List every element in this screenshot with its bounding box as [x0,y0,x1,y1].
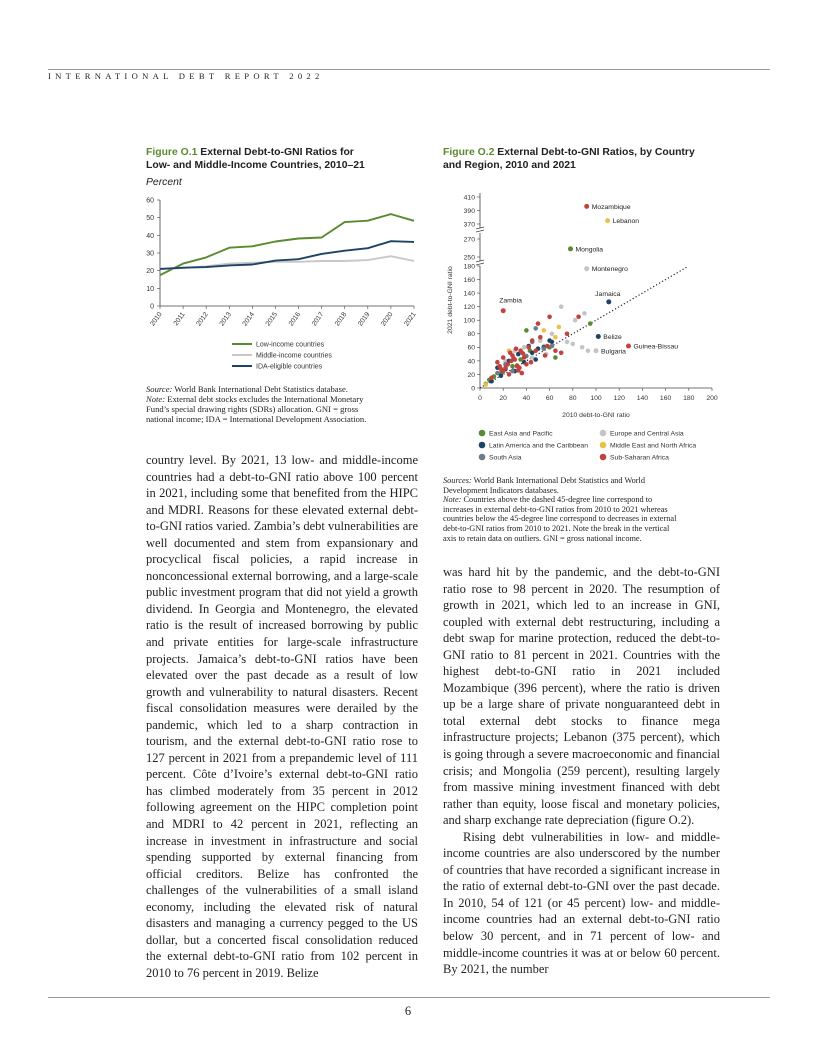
figure2-note-line3: countries below the 45-degree line correspond to decreases in external [443,514,677,524]
y-tick-label: 0 [471,385,475,393]
data-point [533,357,538,362]
y-tick-label: 250 [463,254,475,262]
data-point [497,364,502,369]
x-tick-label: 40 [522,395,531,402]
figure1-source-text: World Bank International Debt Statistics database. [174,384,348,394]
right-column-text [443,564,720,978]
data-point [536,321,541,326]
figure2-title [443,146,728,172]
y-tick-label: 0 [150,303,154,311]
labeled-point-belize [596,334,601,339]
data-point [526,345,531,350]
figure2-title-line1: External Debt-to-GNI Ratios, by Country [497,147,695,158]
figure1-source-label: Source: [146,384,173,394]
figure1-note-line1: External debt stocks excludes the International Monetary [167,394,364,404]
y-tick-label: 10 [146,285,154,293]
data-point [550,344,555,349]
data-point [542,328,547,333]
labeled-point-lebanon [605,218,610,223]
y-tick-label: 120 [463,304,475,312]
labeled-point-bulgaria [594,348,599,353]
point-label: Bulgaria [601,348,626,356]
left-column-paragraph: country level. By 2021, 13 low- and middle-income countries had a debt-to-GNI ratio above 100 percent in 2021, including some that benefited from the HIPC and MDRI. Reasons for these elevated external debt-to-GNI ratios varied. Zambia’s debt vulnerabilities are well documented and stem from expansionary and procyclical fiscal policies, a rapid increase in nonconcessional external borrowing, and a large-scale public investment program that did not yield a growth dividend. In Georgia and Montenegro, the elevated ratio is the result of increased borrowing by public and private entities for large-scale infrastructure projects. Jamaica’s debt-to-GNI ratios have been elevated over the past decade as a result of low growth and vulnerability to natural disasters. Recent fiscal consolidation measures were derailed by the pandemic, which led to a sharp contraction in tourism, and the external debt-to-GNI ratio rose to 127 percent in 2021 from a prepandemic level of 111 percent. Côte d’Ivoire’s external debt-to-GNI ratio has climbed moderately from 35 percent in 2012 following agreement on the HIPC completion point and MDRI to 42 percent in 2021, reflecting an increase in investment in infrastructure and social spending supported by external financing from official creditors. Belize has confronted the challenges of the vulnerabilities of a small island economy, including the elevated risk of natural disasters and managing a currency pegged to the US dollar, but a concerted fiscal consolidation reduced the external debt-to-GNI ratio from 102 percent in 2010 to 76 percent in 2019. Belize [146,453,418,980]
data-point [501,369,506,374]
y-axis-title: 2021 debt-to-GNI ratio [447,266,454,334]
x-tick-label: 80 [569,395,577,402]
data-point [545,344,550,349]
y-tick-label: 30 [146,250,154,258]
y-tick-label: 270 [463,236,475,244]
data-point [559,351,564,356]
header-rule [48,69,770,70]
data-point [557,325,562,330]
legend-label: Middle-income countries [256,352,332,360]
legend-marker [479,454,486,461]
y-tick-label: 370 [463,221,475,229]
axis-break-mark [476,230,484,232]
legend-label: Latin America and the Caribbean [489,442,588,450]
figure2-title-line2: and Region, 2010 and 2021 [443,160,576,171]
data-point [489,376,494,381]
x-tick-label: 100 [590,395,602,402]
data-point [495,371,500,376]
y-tick-label: 100 [463,317,475,325]
data-point [573,318,578,323]
data-point [484,382,489,387]
data-point [576,315,581,320]
figure2-note-line1: Countries above the dashed 45-degree line correspond to [463,495,653,505]
x-tick-label: 2012 [195,311,210,328]
data-point [550,340,555,345]
data-point [522,345,527,350]
figure2-note-line4: debt-to-GNI ratios from 2010 to 2021. Note the break in the vertical [443,523,670,533]
data-point [530,338,535,343]
footer-rule [48,997,770,998]
figure1-note-line3: national income; IDA = International Development Association. [146,414,367,424]
figure2-scatter-chart [440,190,740,470]
y-tick-label: 50 [146,215,154,223]
x-tick-label: 180 [683,395,695,402]
y-tick-label: 40 [146,232,154,240]
point-label: Mongolia [575,246,604,254]
labeled-point-mongolia [568,246,573,251]
y-tick-label: 180 [463,263,475,271]
x-tick-label: 2010 [149,311,164,328]
data-point [533,326,538,331]
y-tick-label: 20 [467,371,475,379]
x-tick-label: 2020 [380,311,395,328]
data-point [507,372,512,377]
figure2-note-line2: increases in external debt-to-GNI ratios from 2010 to 2021 whereas [443,504,668,514]
data-point [533,348,538,353]
data-point [511,356,516,361]
y-tick-label: 390 [463,207,475,215]
figure1-title-line2: Low- and Middle-Income Countries, 2010–21 [146,160,365,171]
data-point [553,355,558,360]
x-tick-label: 2017 [310,311,326,328]
legend-marker [479,430,486,437]
legend-marker [600,430,607,437]
page-number: 6 [404,1004,412,1018]
figure2-note-label: Note: [443,495,462,505]
data-point [550,332,555,337]
figure1-notes [146,384,426,424]
labeled-point-montenegro [584,266,589,271]
point-label: Zambia [499,297,522,305]
x-tick-label: 140 [636,395,649,402]
legend-label: East Asia and Pacific [489,430,553,438]
x-tick-label: 2021 [403,311,418,328]
data-point [501,355,506,360]
legend-label: Middle East and North Africa [610,442,697,450]
left-column-text [146,452,418,982]
x-tick-label: 120 [613,395,625,402]
y-tick-label: 20 [146,268,154,276]
data-point [559,304,564,309]
legend-label: Sub-Saharan Africa [610,454,669,462]
data-point [517,365,522,370]
x-tick-label: 0 [478,395,482,402]
legend-label: Low-income countries [256,341,325,349]
legend-marker [600,442,607,449]
labeled-point-guinea-bissau [626,344,631,349]
data-point [522,355,527,360]
data-point [495,360,500,365]
right-column-paragraph-2: Rising debt vulnerabilities in low- and middle-income countries are also underscored by the number of countries that have recorded a significant increase in the ratio of external debt-to-GNI over the past decade. In 2010, 54 of 121 (or 45 percent) low- and middle-income countries had an external debt-to-GNI ratio below 30 percent, and in 71 percent of low- and middle-income countries it was at or below 60 percent. By 2021, the number [443,829,720,977]
data-point [510,369,515,374]
figure1-note-label: Note: [146,394,166,404]
labeled-point-zambia [501,308,506,313]
data-point [553,335,558,340]
data-point [588,321,593,326]
y-tick-label: 140 [463,290,475,298]
figure2-sources-line2: Development Indicators databases. [443,485,559,495]
x-tick-label: 2014 [241,311,257,328]
legend-marker [600,454,607,461]
x-axis-title: 2010 debt-to-GNI ratio [562,412,630,419]
x-tick-label: 20 [499,395,507,402]
figure2-sources-line1: World Bank International Debt Statistics and World [473,476,646,485]
data-point [586,348,591,353]
y-tick-label: 160 [463,276,475,284]
y-tick-label: 80 [467,331,475,339]
x-tick-label: 160 [659,395,672,402]
x-tick-label: 2013 [218,311,233,328]
x-tick-label: 2019 [357,311,372,328]
point-label: Lebanon [612,218,640,226]
series-line-ida-eligible-countries [160,241,414,269]
labeled-point-jamaica [606,299,611,304]
x-tick-label: 60 [545,395,554,402]
data-point [521,351,526,356]
figure1-note-line2: Fund’s special drawing rights (SDRs) allocation. GNI = gross [146,404,359,414]
data-point [514,346,519,351]
figure2-number: Figure O.2 [443,147,495,158]
figure1-line-chart [130,190,420,390]
data-point [506,362,511,367]
data-point [547,315,552,320]
point-label: Guinea-Bissau [633,343,679,351]
data-point [520,371,525,376]
data-point [529,360,534,365]
y-tick-label: 60 [467,344,475,352]
data-point [582,311,587,316]
data-point [524,328,529,333]
data-point [508,351,513,356]
x-tick-label: 2015 [264,311,280,328]
figure2-note-line5: axis to retain data on outliers. GNI = gross national income. [443,533,642,543]
labeled-point-mozambique [584,204,589,209]
data-point [538,335,543,340]
axis-break-mark [476,263,484,265]
y-tick-label: 40 [467,358,475,366]
legend-label: Europe and Central Asia [610,430,684,438]
legend-marker [479,442,486,449]
point-label: Belize [603,334,622,341]
legend-label: IDA-eligible countries [256,363,323,371]
data-point [565,332,570,337]
right-column-paragraph-1: was hard hit by the pandemic, and the debt-to-GNI ratio rose to 98 percent in 2020. The resumption of growth in 2021, which led to an increase in GNI, coupled with external debt restructuring, including a debt swap for marine protection, reduced the debt-to-GNI ratio to 81 percent in 2021. Countries with the highest debt-to-GNI ratio in 2021 included Mozambique (396 percent), where the ratio is driven up be a large share of private nonguaranteed debt in total external debt stocks to finance mega infrastructure projects; Lebanon (375 percent), which is going through a severe macroeconomic and financial crisis; and Mongolia (259 percent), resulting largely from massive mining investment financed with debt rather than equity, loose fiscal and monetary policies, and sharp exchange rate depreciation (figure O.2). [443,565,720,828]
x-tick-label: 2011 [172,311,187,328]
data-point [571,342,576,347]
data-point [510,364,515,369]
point-label: Montenegro [591,266,628,274]
point-label: Jamaica [595,290,621,298]
figure1-number: Figure O.1 [146,147,198,158]
data-point [580,345,585,350]
x-tick-label: 2016 [287,311,303,328]
data-point [543,353,548,358]
point-label: Mozambique [591,203,631,211]
figure2-notes [443,476,743,543]
y-tick-label: 60 [146,197,154,205]
y-tick-label: 410 [463,194,475,202]
data-point [524,362,529,367]
data-point [565,340,570,345]
data-point [553,348,558,353]
x-tick-label: 2018 [333,311,349,328]
figure1-title [146,146,416,172]
figure1-subtitle: Percent [146,177,182,188]
running-head: INTERNATIONAL DEBT REPORT 2022 [48,71,324,81]
x-tick-label: 200 [706,395,718,402]
figure1-title-line1: External Debt-to-GNI Ratios for [200,147,354,158]
figure2-sources-label: Sources: [443,476,472,485]
legend-label: South Asia [489,454,522,462]
